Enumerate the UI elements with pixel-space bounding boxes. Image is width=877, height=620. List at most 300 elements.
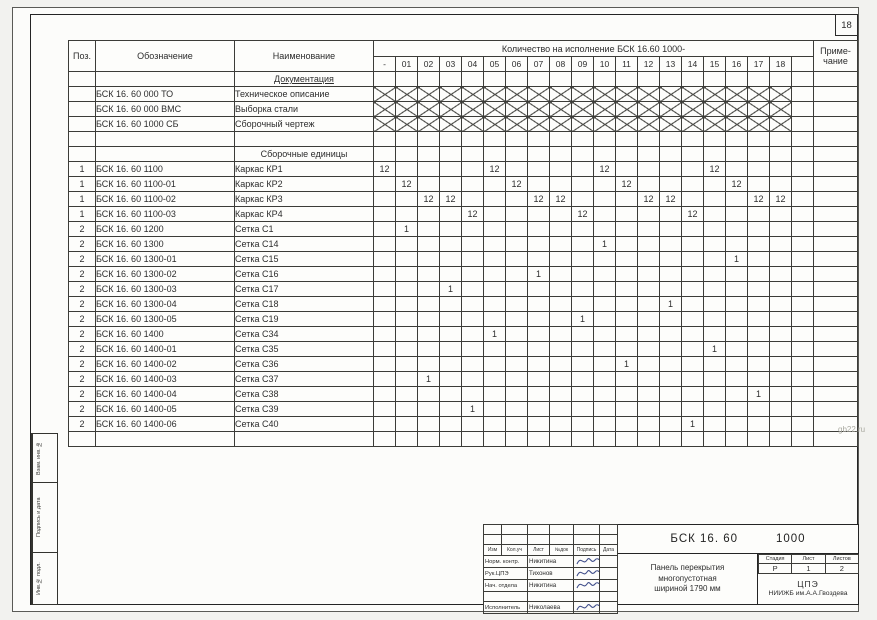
qty-cell — [660, 72, 682, 87]
blank-cell — [502, 525, 528, 535]
qty-cell — [704, 357, 726, 372]
product-name-line: Панель перекрытия — [650, 562, 725, 572]
designation-cell: БСК 16. 60 1300-02 — [96, 267, 235, 282]
spec-row — [69, 252, 858, 267]
sig-blank-row — [484, 525, 618, 535]
qty-cell — [572, 432, 594, 447]
x-mark-cell — [374, 87, 396, 102]
qty-cell — [792, 237, 814, 252]
qty-cell — [506, 357, 528, 372]
qty-cell — [638, 252, 660, 267]
qty-cell: 12 — [572, 207, 594, 222]
signature-icon — [575, 580, 600, 592]
note-cell — [814, 87, 858, 102]
x-mark-cell — [572, 102, 594, 117]
stage-value: Р — [759, 564, 792, 574]
qty-cell — [396, 132, 418, 147]
qty-cell — [440, 327, 462, 342]
qty-cell — [682, 177, 704, 192]
exec-col-header: 05 — [484, 57, 506, 72]
qty-cell — [748, 132, 770, 147]
qty-cell — [682, 387, 704, 402]
qty-cell — [462, 267, 484, 282]
x-mark-cell — [462, 117, 484, 132]
x-mark-cell — [660, 87, 682, 102]
sig-header: Изм — [484, 545, 502, 556]
qty-cell — [704, 132, 726, 147]
qty-cell — [418, 222, 440, 237]
qty-cell — [418, 147, 440, 162]
qty-cell — [572, 297, 594, 312]
qty-cell — [616, 387, 638, 402]
x-mark-cell — [440, 87, 462, 102]
qty-cell — [528, 432, 550, 447]
qty-cell — [506, 372, 528, 387]
qty-cell — [418, 387, 440, 402]
qty-cell — [462, 372, 484, 387]
qty-cell — [418, 342, 440, 357]
x-mark-cell — [396, 117, 418, 132]
qty-cell — [418, 162, 440, 177]
x-mark-cell — [726, 117, 748, 132]
qty-cell — [594, 417, 616, 432]
qty-cell — [726, 342, 748, 357]
qty-cell — [484, 132, 506, 147]
qty-cell — [704, 402, 726, 417]
qty-cell — [748, 267, 770, 282]
qty-cell — [418, 297, 440, 312]
qty-cell — [440, 357, 462, 372]
qty-cell — [572, 192, 594, 207]
qty-cell — [726, 432, 748, 447]
x-mark-cell — [550, 87, 572, 102]
qty-cell — [506, 342, 528, 357]
note-header-line2: чание — [823, 56, 848, 66]
qty-cell — [418, 207, 440, 222]
designation-cell: БСК 16. 60 1100 — [96, 162, 235, 177]
qty-cell — [440, 132, 462, 147]
qty-cell: 12 — [682, 207, 704, 222]
qty-cell: 12 — [616, 177, 638, 192]
blank-cell — [574, 535, 600, 545]
exec-col-header: 15 — [704, 57, 726, 72]
qty-cell — [748, 402, 770, 417]
qty-cell — [660, 327, 682, 342]
designation-cell: БСК 16. 60 1400-06 — [96, 417, 235, 432]
sig-header: Лист — [528, 545, 550, 556]
product-name-line: шириной 1790 мм — [654, 584, 721, 594]
qty-cell — [704, 177, 726, 192]
x-mark-cell — [616, 87, 638, 102]
qty-cell — [682, 192, 704, 207]
qty-cell — [704, 417, 726, 432]
qty-cell — [396, 357, 418, 372]
blank-cell — [528, 525, 550, 535]
qty-cell — [418, 312, 440, 327]
sig-name: Никитина — [528, 556, 574, 568]
qty-cell — [484, 417, 506, 432]
sig-header: Подпись — [574, 545, 600, 556]
qty-cell — [748, 357, 770, 372]
qty-cell — [484, 177, 506, 192]
pos-cell: 2 — [69, 267, 96, 282]
name-cell: Каркас КР2 — [235, 177, 374, 192]
qty-cell — [638, 282, 660, 297]
qty-cell — [792, 312, 814, 327]
qty-cell — [418, 402, 440, 417]
qty-cell — [792, 177, 814, 192]
signature-icon — [575, 556, 600, 568]
qty-cell — [682, 342, 704, 357]
qty-cell — [550, 387, 572, 402]
pos-cell — [69, 102, 96, 117]
sig-row — [484, 556, 618, 568]
qty-cell — [374, 417, 396, 432]
signature-icon — [575, 568, 600, 580]
qty-cell — [506, 132, 528, 147]
qty-cell — [484, 357, 506, 372]
spec-row — [69, 87, 858, 102]
qty-cell — [770, 72, 792, 87]
exec-col-header: 17 — [748, 57, 770, 72]
qty-cell — [572, 282, 594, 297]
qty-cell — [506, 207, 528, 222]
name-cell: Сетка С19 — [235, 312, 374, 327]
qty-cell — [594, 312, 616, 327]
qty-cell — [748, 297, 770, 312]
qty-cell — [374, 342, 396, 357]
qty-cell — [792, 327, 814, 342]
spec-row — [69, 207, 858, 222]
date-cell — [600, 592, 618, 602]
qty-cell — [506, 237, 528, 252]
qty-cell — [418, 432, 440, 447]
qty-cell — [396, 432, 418, 447]
note-header-line1: Приме- — [820, 45, 851, 56]
name-cell: Сетка С38 — [235, 387, 374, 402]
qty-cell — [550, 327, 572, 342]
signature-icon — [575, 602, 600, 614]
x-mark-cell — [594, 117, 616, 132]
pos-cell: 2 — [69, 312, 96, 327]
organization-line2: НИИЖБ им.А.А.Гвоздева — [768, 590, 848, 598]
qty-cell — [374, 402, 396, 417]
qty-cell — [748, 342, 770, 357]
qty-cell — [462, 222, 484, 237]
stage-header-row — [759, 555, 859, 564]
qty-cell — [748, 282, 770, 297]
qty-cell: 12 — [396, 177, 418, 192]
qty-cell — [660, 162, 682, 177]
qty-cell — [484, 222, 506, 237]
qty-cell — [770, 177, 792, 192]
date-cell — [600, 580, 618, 592]
qty-cell — [506, 267, 528, 282]
qty-cell — [550, 417, 572, 432]
qty-cell — [572, 357, 594, 372]
x-mark-cell — [528, 87, 550, 102]
note-cell — [814, 102, 858, 117]
spec-row — [69, 402, 858, 417]
exec-col-header: 04 — [462, 57, 484, 72]
qty-cell — [506, 387, 528, 402]
spec-header — [69, 41, 858, 72]
qty-cell — [440, 177, 462, 192]
qty-cell — [506, 432, 528, 447]
qty-cell — [440, 432, 462, 447]
qty-cell — [770, 372, 792, 387]
margin-stamp-blank — [45, 553, 57, 604]
qty-cell — [528, 222, 550, 237]
qty-cell — [440, 417, 462, 432]
pos-cell: 2 — [69, 252, 96, 267]
qty-cell: 12 — [726, 177, 748, 192]
sig-header-row — [484, 545, 618, 556]
margin-stamp-blank — [45, 483, 57, 552]
qty-cell — [418, 132, 440, 147]
sig-row — [484, 592, 618, 602]
qty-cell: 1 — [396, 222, 418, 237]
spec-row — [69, 387, 858, 402]
signature-cell — [574, 556, 600, 568]
x-mark-cell — [484, 87, 506, 102]
qty-cell — [726, 237, 748, 252]
qty-cell — [572, 177, 594, 192]
pos-cell — [69, 72, 96, 87]
note-cell — [814, 132, 858, 147]
qty-cell — [748, 252, 770, 267]
qty-cell — [440, 72, 462, 87]
x-mark-cell — [638, 117, 660, 132]
pos-cell: 2 — [69, 237, 96, 252]
qty-cell — [594, 177, 616, 192]
exec-col-header: 02 — [418, 57, 440, 72]
exec-col-header: 06 — [506, 57, 528, 72]
qty-cell — [572, 132, 594, 147]
qty-cell — [660, 222, 682, 237]
qty-cell — [396, 327, 418, 342]
note-cell — [814, 237, 858, 252]
note-cell — [814, 387, 858, 402]
section-title: Сборочные единицы — [235, 147, 374, 162]
name-cell: Сборочный чертеж — [235, 117, 374, 132]
spec-row — [69, 222, 858, 237]
designation-cell — [96, 432, 235, 447]
qty-cell — [726, 297, 748, 312]
x-mark-cell — [638, 102, 660, 117]
qty-cell — [506, 162, 528, 177]
note-cell — [814, 72, 858, 87]
qty-cell — [396, 297, 418, 312]
qty-cell — [770, 417, 792, 432]
qty-cell — [484, 252, 506, 267]
qty-cell: 1 — [418, 372, 440, 387]
spec-row — [69, 327, 858, 342]
blank-cell — [484, 535, 502, 545]
designation-cell: БСК 16. 60 1100-01 — [96, 177, 235, 192]
qty-cell — [638, 207, 660, 222]
qty-cell — [528, 177, 550, 192]
x-mark-cell — [704, 117, 726, 132]
title-block-corner — [758, 554, 859, 605]
qty-cell — [528, 207, 550, 222]
qty-cell — [638, 267, 660, 282]
designation-cell: БСК 16. 60 1100-03 — [96, 207, 235, 222]
qty-cell — [528, 372, 550, 387]
spec-row — [69, 372, 858, 387]
x-mark-cell — [704, 87, 726, 102]
qty-cell — [704, 282, 726, 297]
qty-cell — [418, 252, 440, 267]
qty-cell — [374, 222, 396, 237]
name-cell: Сетка С36 — [235, 357, 374, 372]
qty-cell — [726, 207, 748, 222]
qty-cell — [374, 267, 396, 282]
qty-cell — [396, 402, 418, 417]
qty-cell — [462, 387, 484, 402]
qty-cell — [638, 342, 660, 357]
organization — [758, 574, 859, 605]
qty-cell: 1 — [726, 252, 748, 267]
designation-cell: БСК 16. 60 1400-05 — [96, 402, 235, 417]
qty-cell — [374, 282, 396, 297]
spec-row — [69, 162, 858, 177]
spec-row — [69, 72, 858, 87]
exec-col-header: 13 — [660, 57, 682, 72]
x-mark-cell — [704, 102, 726, 117]
qty-cell — [396, 252, 418, 267]
qty-cell — [660, 267, 682, 282]
designation-cell: БСК 16. 60 1000 СБ — [96, 117, 235, 132]
qty-cell — [682, 132, 704, 147]
qty-cell — [748, 207, 770, 222]
qty-cell — [506, 417, 528, 432]
qty-cell — [682, 252, 704, 267]
pos-cell: 2 — [69, 357, 96, 372]
x-mark-cell — [396, 102, 418, 117]
pos-cell: 2 — [69, 222, 96, 237]
x-mark-cell — [506, 117, 528, 132]
qty-cell — [484, 267, 506, 282]
qty-cell — [704, 207, 726, 222]
x-mark-cell — [572, 117, 594, 132]
qty-cell — [792, 162, 814, 177]
pos-cell: 2 — [69, 342, 96, 357]
qty-cell — [638, 387, 660, 402]
qty-cell — [462, 72, 484, 87]
qty-cell — [792, 87, 814, 102]
qty-cell — [704, 432, 726, 447]
name-cell: Каркас КР4 — [235, 207, 374, 222]
qty-cell — [682, 237, 704, 252]
qty-cell — [572, 417, 594, 432]
qty-cell: 12 — [506, 177, 528, 192]
x-mark-cell — [484, 117, 506, 132]
qty-cell — [792, 252, 814, 267]
qty-cell — [704, 312, 726, 327]
qty-cell — [792, 282, 814, 297]
qty-cell — [726, 312, 748, 327]
qty-cell — [792, 342, 814, 357]
qty-cell: 12 — [748, 192, 770, 207]
pos-cell: 1 — [69, 192, 96, 207]
note-cell — [814, 192, 858, 207]
qty-cell — [374, 312, 396, 327]
qty-cell: 12 — [704, 162, 726, 177]
margin-stamp-label: Взам. инв. № — [32, 434, 45, 482]
qty-cell — [616, 372, 638, 387]
qty-cell — [770, 432, 792, 447]
specification-table — [68, 40, 858, 447]
qty-cell — [572, 402, 594, 417]
margin-stamp-label: Подпись и дата — [32, 483, 45, 552]
pos-cell: 2 — [69, 282, 96, 297]
qty-cell — [550, 132, 572, 147]
exec-col-header: 10 — [594, 57, 616, 72]
name-cell: Сетка С15 — [235, 252, 374, 267]
qty-cell — [792, 72, 814, 87]
document-code-suffix: 1000 — [776, 533, 806, 545]
qty-cell — [660, 132, 682, 147]
qty-cell — [726, 402, 748, 417]
note-cell — [814, 372, 858, 387]
x-mark-cell — [660, 102, 682, 117]
qty-cell — [440, 252, 462, 267]
qty-cell — [396, 162, 418, 177]
qty-cell — [440, 297, 462, 312]
designation-cell: БСК 16. 60 1300-04 — [96, 297, 235, 312]
col-header-designation: Обозначение — [96, 41, 235, 72]
signature-cell — [574, 568, 600, 580]
pos-cell: 2 — [69, 297, 96, 312]
qty-cell — [572, 327, 594, 342]
qty-cell: 12 — [374, 162, 396, 177]
qty-cell — [638, 222, 660, 237]
x-mark-cell — [484, 102, 506, 117]
qty-cell — [638, 177, 660, 192]
exec-col-header: 07 — [528, 57, 550, 72]
qty-cell: 12 — [462, 207, 484, 222]
qty-cell — [726, 357, 748, 372]
pos-cell: 2 — [69, 327, 96, 342]
qty-cell — [726, 132, 748, 147]
qty-cell — [506, 402, 528, 417]
qty-cell — [748, 417, 770, 432]
qty-cell — [440, 402, 462, 417]
exec-col-header: 08 — [550, 57, 572, 72]
margin-stamp — [31, 553, 58, 605]
qty-cell — [748, 177, 770, 192]
qty-cell — [374, 372, 396, 387]
stage-table — [758, 554, 859, 574]
qty-cell — [572, 162, 594, 177]
qty-cell — [506, 222, 528, 237]
x-mark-cell — [682, 102, 704, 117]
qty-cell — [440, 147, 462, 162]
qty-cell — [572, 72, 594, 87]
note-cell — [814, 147, 858, 162]
qty-cell — [440, 162, 462, 177]
qty-cell — [770, 312, 792, 327]
qty-cell — [638, 312, 660, 327]
qty-cell — [616, 432, 638, 447]
qty-cell — [572, 237, 594, 252]
designation-cell: БСК 16. 60 000 ТО — [96, 87, 235, 102]
qty-cell — [792, 387, 814, 402]
qty-cell — [594, 147, 616, 162]
designation-cell — [96, 72, 235, 87]
qty-cell — [792, 357, 814, 372]
